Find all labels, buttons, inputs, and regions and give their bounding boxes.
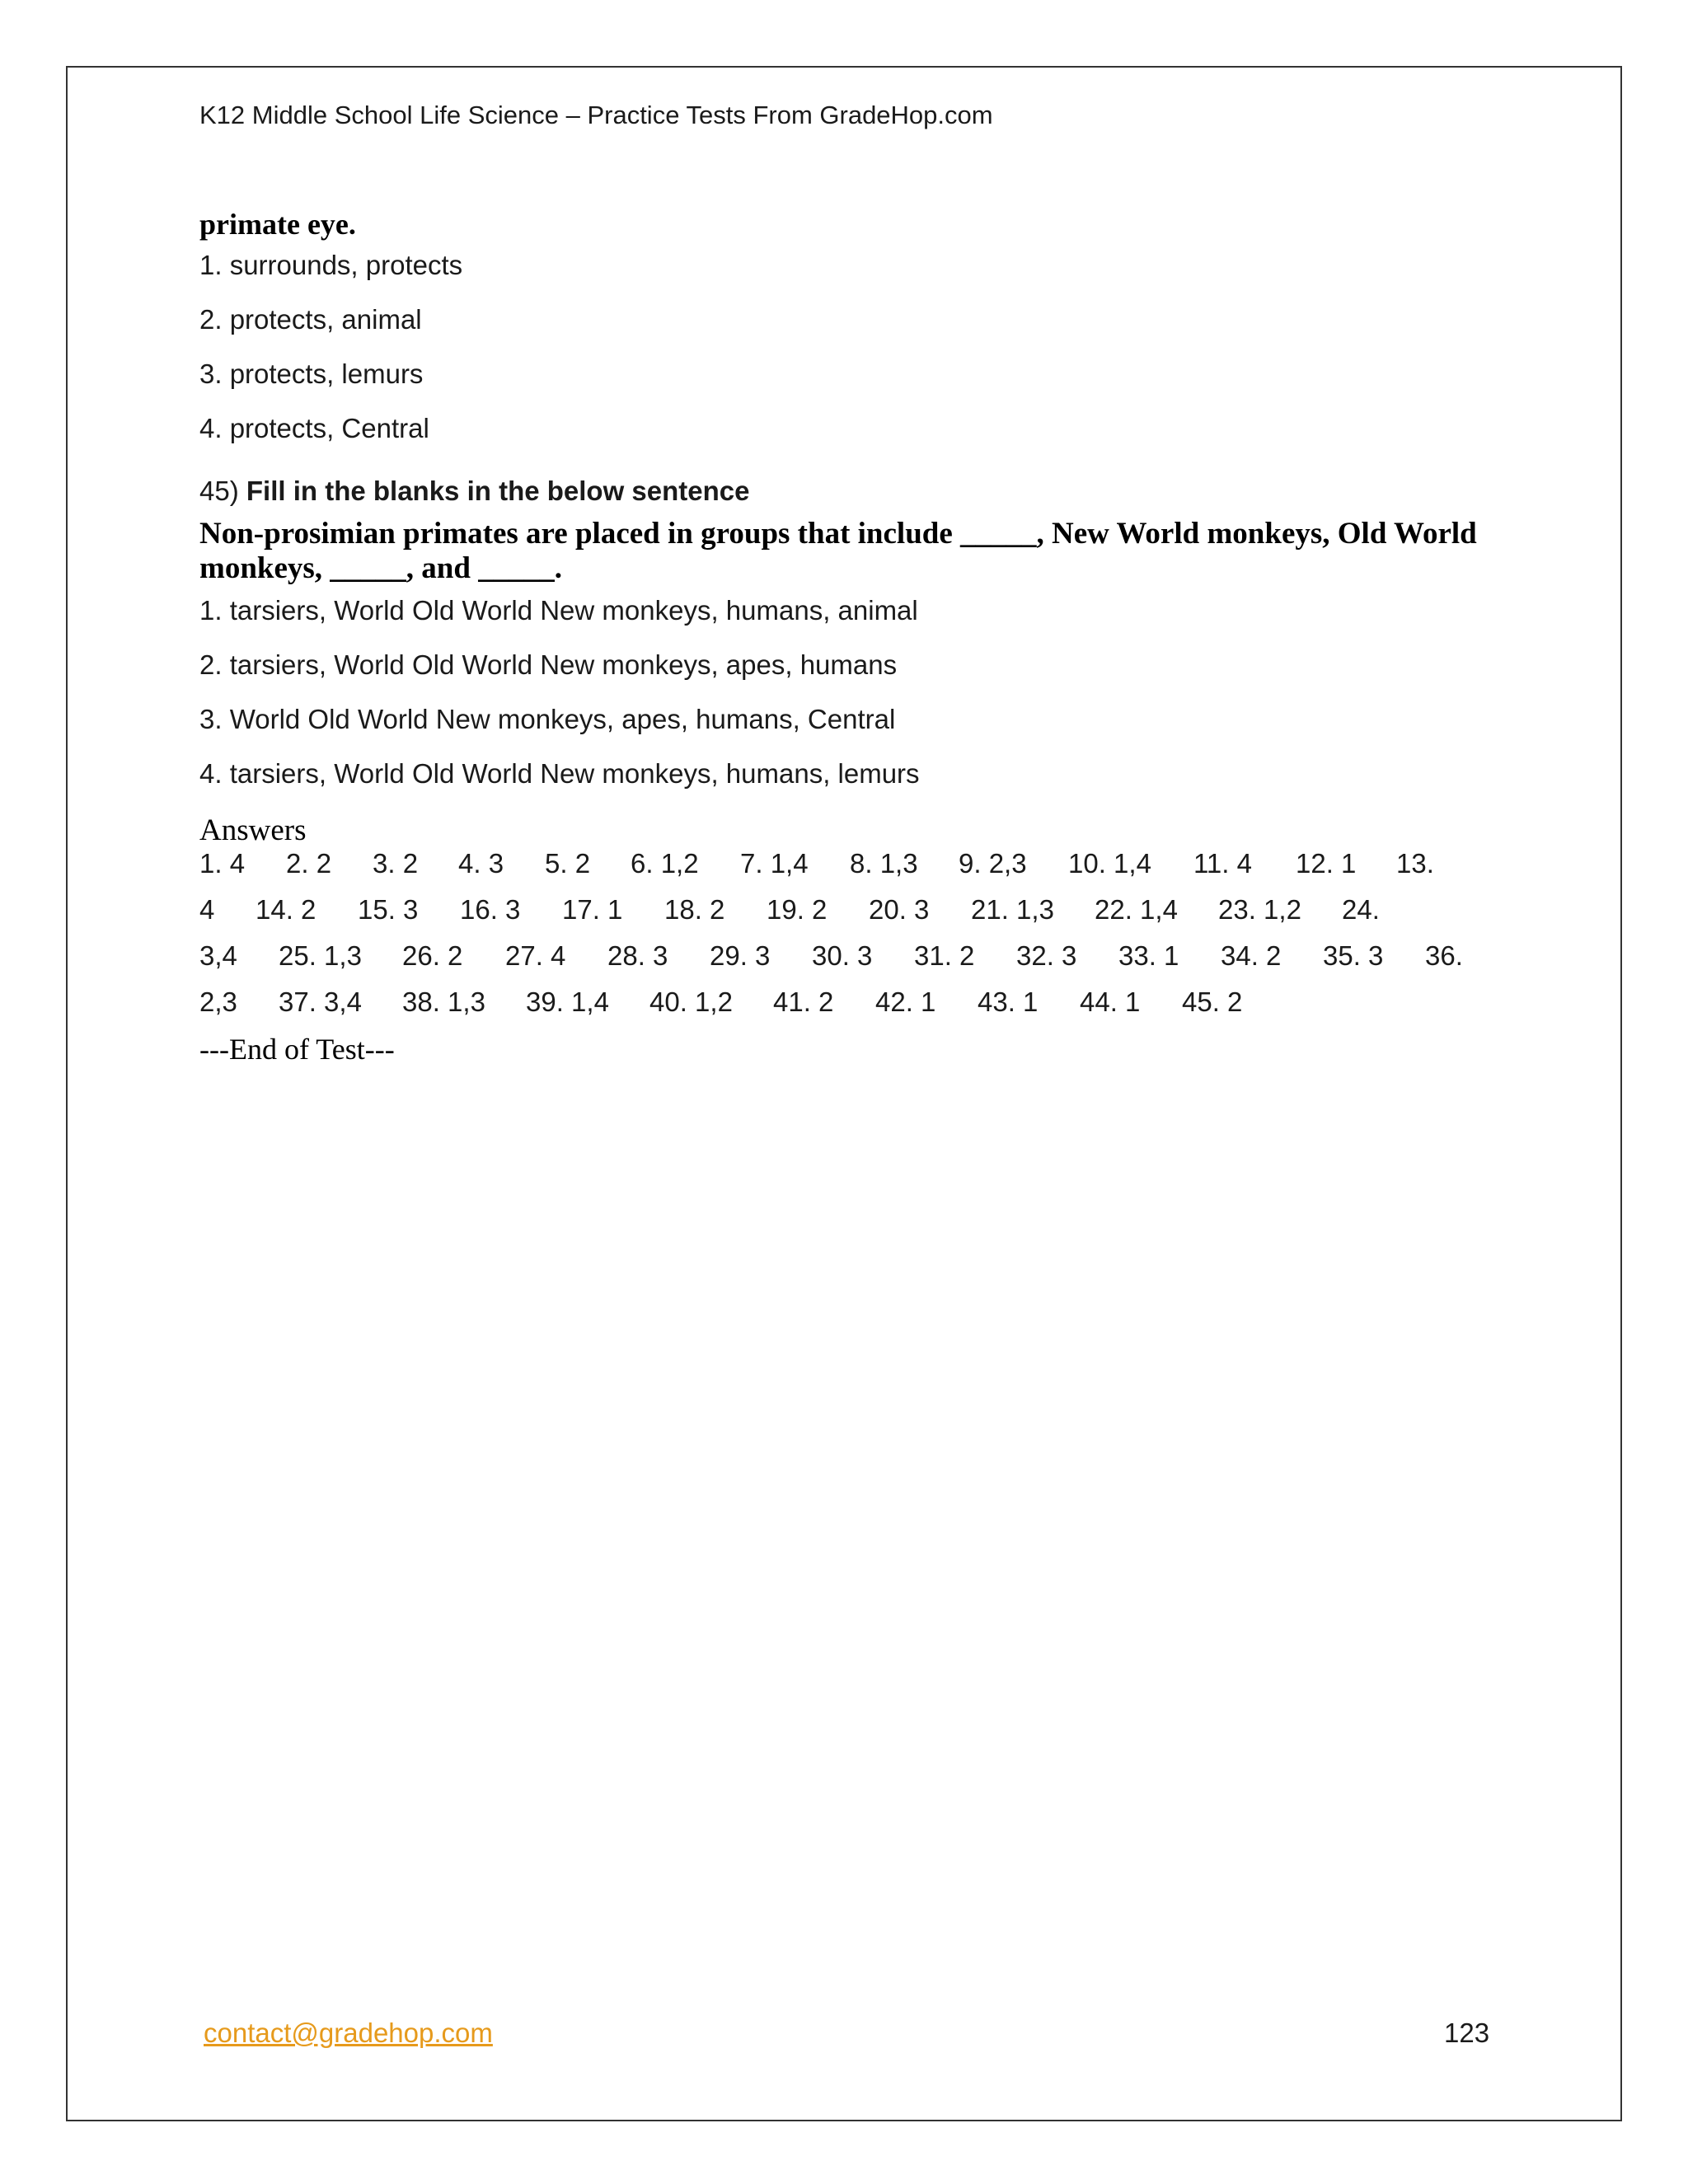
answer-item: 24. [1342,894,1380,925]
answer-item: 42. 1 [875,987,936,1017]
end-of-test: ---End of Test--- [199,1033,395,1066]
contact-email-link[interactable]: contact@gradehop.com [204,2018,493,2048]
answer-item: 21. 1,3 [971,894,1054,925]
answer-item: 37. 3,4 [279,987,362,1017]
question-instruction: Fill in the blanks in the below sentence [246,476,750,506]
answer-item: 16. 3 [460,894,521,925]
answer-item: 27. 4 [505,940,566,971]
answer-item: 4 [199,894,215,925]
answer-item: 44. 1 [1080,987,1141,1017]
answer-item: 6. 1,2 [631,848,699,879]
question-45-option: 1. tarsiers, World Old World New monkeys, humans, animal [199,595,918,626]
question-45-option: 4. tarsiers, World Old World New monkeys, humans, lemurs [199,758,920,789]
answer-item: 30. 3 [812,940,873,971]
answer-item: 14. 2 [256,894,316,925]
answer-item: 33. 1 [1118,940,1179,971]
question-44-option: 2. protects, animal [199,304,422,335]
answer-item: 23. 1,2 [1218,894,1301,925]
question-44-option: 3. protects, lemurs [199,359,424,389]
answer-item: 1. 4 [199,848,246,879]
answer-item: 25. 1,3 [279,940,362,971]
answer-item: 3. 2 [373,848,419,879]
answer-item: 36. [1425,940,1463,971]
answer-item: 5. 2 [545,848,591,879]
answer-item: 17. 1 [562,894,623,925]
page-header: K12 Middle School Life Science – Practice Tests From GradeHop.com [199,101,993,129]
answer-item: 3,4 [199,940,237,971]
question-44-option: 1. surrounds, protects [199,250,463,280]
answer-item: 18. 2 [664,894,725,925]
answer-item: 34. 2 [1221,940,1282,971]
answer-item: 19. 2 [767,894,828,925]
answer-item: 9. 2,3 [959,848,1027,879]
answer-item: 40. 1,2 [649,987,733,1017]
answer-item: 38. 1,3 [402,987,485,1017]
answer-item: 10. 1,4 [1068,848,1151,879]
answer-item: 45. 2 [1182,987,1243,1017]
answer-item: 22. 1,4 [1095,894,1178,925]
answer-item: 32. 3 [1016,940,1077,971]
question-44-tail: primate eye. [199,208,356,241]
question-45-option: 3. World Old World New monkeys, apes, humans, Central [199,704,896,734]
answer-item: 26. 2 [402,940,463,971]
answer-item: 41. 2 [773,987,834,1017]
question-45-option: 2. tarsiers, World Old World New monkeys, apes, humans [199,649,898,680]
answers-title: Answers [199,813,307,847]
answer-item: 39. 1,4 [526,987,609,1017]
answer-item: 35. 3 [1323,940,1384,971]
answer-item: 12. 1 [1296,848,1357,879]
question-45-text: Non-prosimian primates are placed in groups that include _____, New World monkeys, Old World monkeys, _____, and _____. [199,517,1477,585]
answer-item: 28. 3 [607,940,668,971]
question-44-option: 4. protects, Central [199,413,429,443]
answer-item: 2. 2 [286,848,332,879]
question-45-heading [199,476,750,507]
page-number: 123 [1444,2018,1490,2048]
answer-item: 43. 1 [978,987,1039,1017]
answer-item: 31. 2 [914,940,975,971]
answer-item: 7. 1,4 [740,848,809,879]
answer-item: 2,3 [199,987,237,1017]
answer-item: 4. 3 [458,848,504,879]
answer-item: 8. 1,3 [850,848,918,879]
answer-item: 29. 3 [710,940,771,971]
answer-item: 15. 3 [358,894,419,925]
answer-item: 13. [1396,848,1434,879]
answer-item: 20. 3 [869,894,930,925]
answer-item: 11. 4 [1193,848,1252,879]
question-number: 45) [199,476,239,506]
